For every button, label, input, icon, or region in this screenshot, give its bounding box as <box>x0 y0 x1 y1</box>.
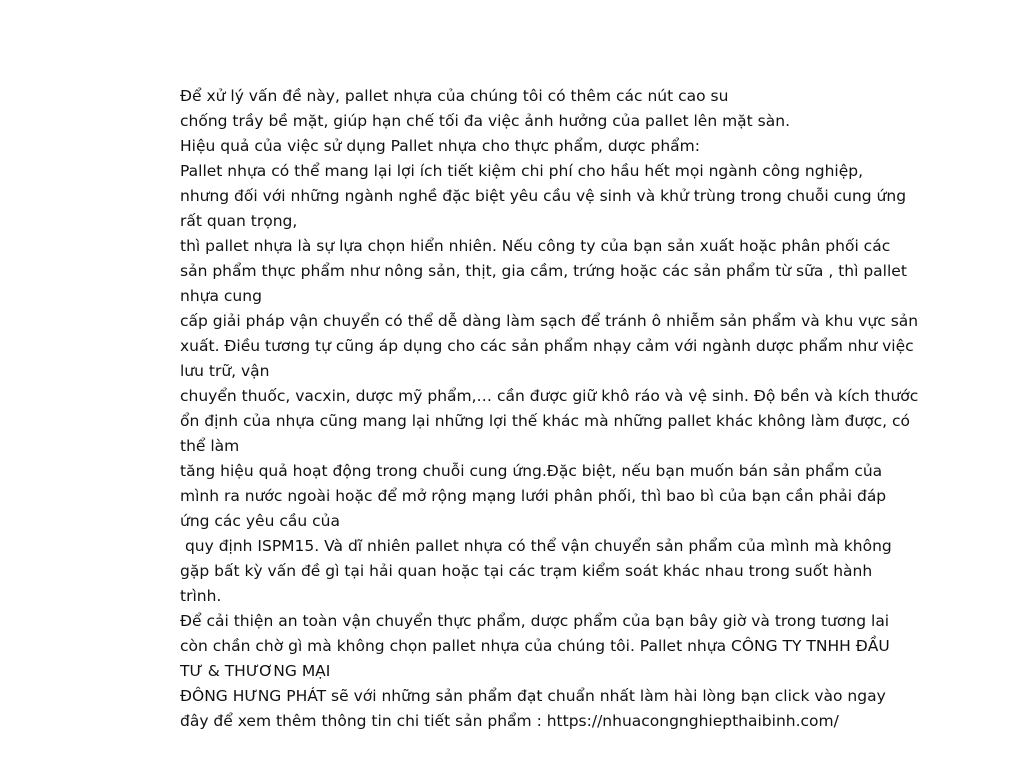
text-line: sản phẩm thực phẩm như nông sản, thịt, gia cầm, trứng hoặc các sản phẩm từ sữa , thì pallet <box>180 262 907 280</box>
text-line: Để xử lý vấn đề này, pallet nhựa của chúng tôi có thêm các nút cao su <box>180 87 729 105</box>
text-line: chống trầy bề mặt, giúp hạn chế tối đa việc ảnh hưởng của pallet lên mặt sàn. <box>180 112 791 130</box>
text-line: tăng hiệu quả hoạt động trong chuỗi cung ứng.Đặc biệt, nếu bạn muốn bán sản phẩm của <box>180 462 883 480</box>
text-line: đây để xem thêm thông tin chi tiết sản phẩm : https://nhuacongnghiepthaibinh.com/ <box>180 712 839 730</box>
text-line: Hiệu quả của việc sử dụng Pallet nhựa cho thực phẩm, dược phẩm: <box>180 137 700 155</box>
text-line: chuyển thuốc, vacxin, dược mỹ phẩm,… cần được giữ khô ráo và vệ sinh. Độ bền và kích thước <box>180 387 919 405</box>
text-line: thể làm <box>180 437 240 455</box>
text-line: xuất. Điều tương tự cũng áp dụng cho các sản phẩm nhạy cảm với ngành dược phẩm như việc <box>180 337 914 355</box>
text-line: cấp giải pháp vận chuyển có thể dễ dàng làm sạch để tránh ô nhiễm sản phẩm và khu vực sản <box>180 312 919 330</box>
text-line: Pallet nhựa có thể mang lại lợi ích tiết kiệm chi phí cho hầu hết mọi ngành công nghiệp, <box>180 162 863 180</box>
document-body <box>180 84 950 734</box>
text-line: ĐÔNG HƯNG PHÁT sẽ với những sản phẩm đạt chuẩn nhất làm hài lòng bạn click vào ngay <box>180 687 886 705</box>
text-line: TƯ & THƯƠNG MẠI <box>180 662 331 680</box>
text-line: còn chần chờ gì mà không chọn pallet nhựa của chúng tôi. Pallet nhựa CÔNG TY TNHH ĐẦU <box>180 637 890 655</box>
text-line: lưu trữ, vận <box>180 362 270 380</box>
text-line: Để cải thiện an toàn vận chuyển thực phẩm, dược phẩm của bạn bây giờ và trong tương lai <box>180 612 890 630</box>
text-line: gặp bất kỳ vấn đề gì tại hải quan hoặc tại các trạm kiểm soát khác nhau trong suốt hành <box>180 562 873 580</box>
text-line: quy định ISPM15. Và dĩ nhiên pallet nhựa có thể vận chuyển sản phẩm của mình mà không <box>180 537 892 555</box>
text-line: trình. <box>180 587 222 605</box>
text-line: nhựa cung <box>180 287 262 305</box>
text-line: rất quan trọng, <box>180 212 298 230</box>
text-line: ổn định của nhựa cũng mang lại những lợi thế khác mà những pallet khác không làm được, có <box>180 412 911 430</box>
text-line: thì pallet nhựa là sự lựa chọn hiển nhiên. Nếu công ty của bạn sản xuất hoặc phân phối các <box>180 237 891 255</box>
text-line: nhưng đối với những ngành nghề đặc biệt yêu cầu vệ sinh và khử trùng trong chuỗi cung ứng <box>180 187 907 205</box>
text-line: ứng các yêu cầu của <box>180 512 340 530</box>
text-line: mình ra nước ngoài hoặc để mở rộng mạng lưới phân phối, thì bao bì của bạn cần phải đáp <box>180 487 887 505</box>
